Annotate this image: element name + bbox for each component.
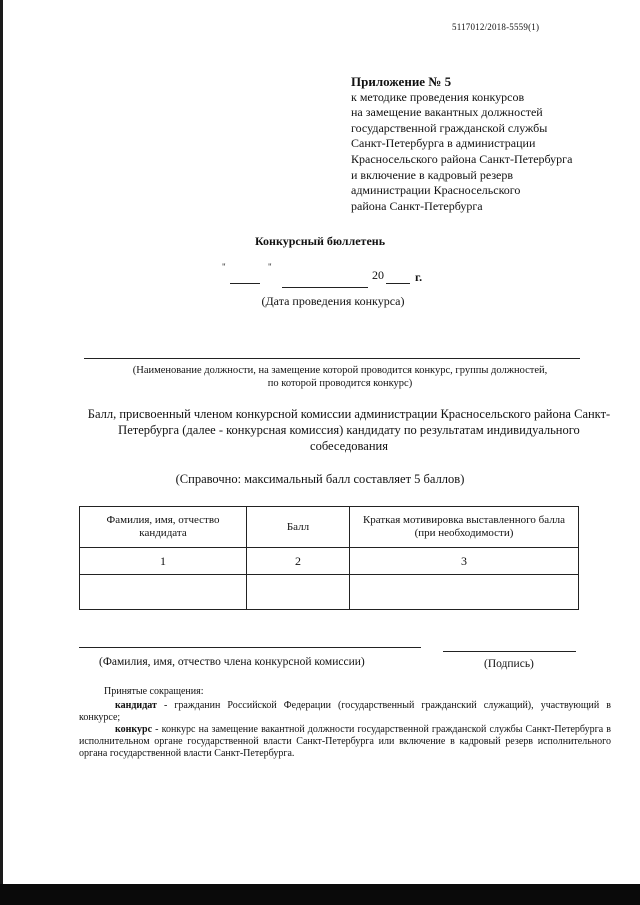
annex-line: района Санкт-Петербурга: [351, 198, 483, 213]
table-header-row: [80, 507, 579, 548]
month-blank[interactable]: [282, 287, 368, 288]
column-number: 1: [80, 548, 247, 575]
document-id: 5117012/2018-5559(1): [452, 22, 540, 32]
date-row: [0, 262, 640, 292]
abbreviation-item: [79, 724, 611, 760]
table-row: [80, 575, 579, 610]
position-blank[interactable]: [84, 358, 580, 359]
year-suffix: г.: [415, 270, 423, 284]
signature-caption: (Подпись): [484, 658, 534, 670]
position-caption-line: (Наименование должности, на замещение которой проводится конкурс, группы должностей,: [132, 365, 548, 376]
annex-title: Приложение № 5: [351, 74, 452, 89]
annex-header: [351, 74, 572, 214]
abbreviation-term: конкурс: [115, 724, 153, 735]
annex-line: и включение в кадровый резерв: [351, 167, 514, 182]
member-name-caption: (Фамилия, имя, отчество члена конкурсной комиссии): [99, 656, 365, 668]
header-motivation: Краткая мотивировка выставленного балла (при необходимости): [350, 507, 579, 548]
position-caption: [90, 364, 590, 390]
abbreviation-definition: - конкурс на замещение вакантной должности государственной гражданской службы Санкт-Петербурга в исполнительном органе государственной власти Санкт-Петербурга или включение в кадровый резерв исполнительного органа государственной власти Санкт-Петербурга.: [79, 724, 611, 759]
member-name-blank[interactable]: [79, 647, 421, 648]
position-caption-line: по которой проводится конкурс): [267, 378, 413, 389]
annex-line: Санкт-Петербурга в администрации: [351, 136, 536, 151]
table-column-numbers-row: [80, 548, 579, 575]
score-cell[interactable]: [247, 575, 350, 610]
score-statement: Балл, присвоенный членом конкурсной комиссии администрации Красносельского района Санкт-Петербурга (далее - конкурсная комиссия) кандидату по результатам индивидуального собеседования: [87, 407, 611, 453]
scan-left-edge: [0, 0, 3, 905]
annex-line: государственной гражданской службы: [351, 120, 548, 135]
column-number: 2: [247, 548, 350, 575]
abbreviation-definition: - гражданин Российской Федерации (государственный гражданский служащий), участвующий в конкурсе;: [79, 700, 611, 723]
header-score: Балл: [247, 507, 350, 548]
reference-note: (Справочно: максимальный балл составляет 5 баллов): [175, 472, 465, 486]
scan-bottom-edge: [0, 884, 640, 905]
candidate-name-cell[interactable]: [80, 575, 247, 610]
year-prefix: 20: [372, 268, 384, 282]
year-blank[interactable]: [386, 283, 410, 284]
abbreviation-term: кандидат: [115, 700, 157, 711]
abbreviations-title: Принятые сокращения:: [104, 686, 204, 697]
annex-line: к методике проведения конкурсов: [351, 89, 525, 104]
date-close-quote: ": [268, 262, 272, 272]
day-blank[interactable]: [230, 283, 260, 284]
signature-blank[interactable]: [443, 651, 576, 652]
annex-line: Красносельского района Санкт-Петербурга: [351, 151, 573, 166]
date-open-quote: ": [222, 262, 226, 272]
annex-line: на замещение вакантных должностей: [351, 105, 543, 120]
header-candidate-name: Фамилия, имя, отчество кандидата: [80, 507, 247, 548]
ballot-table: [79, 506, 579, 610]
motivation-cell[interactable]: [350, 575, 579, 610]
document-title: Конкурсный бюллетень: [254, 234, 386, 248]
date-caption: (Дата проведения конкурса): [261, 294, 405, 308]
annex-line: администрации Красносельского: [351, 183, 521, 198]
column-number: 3: [350, 548, 579, 575]
abbreviation-item: [79, 700, 611, 724]
